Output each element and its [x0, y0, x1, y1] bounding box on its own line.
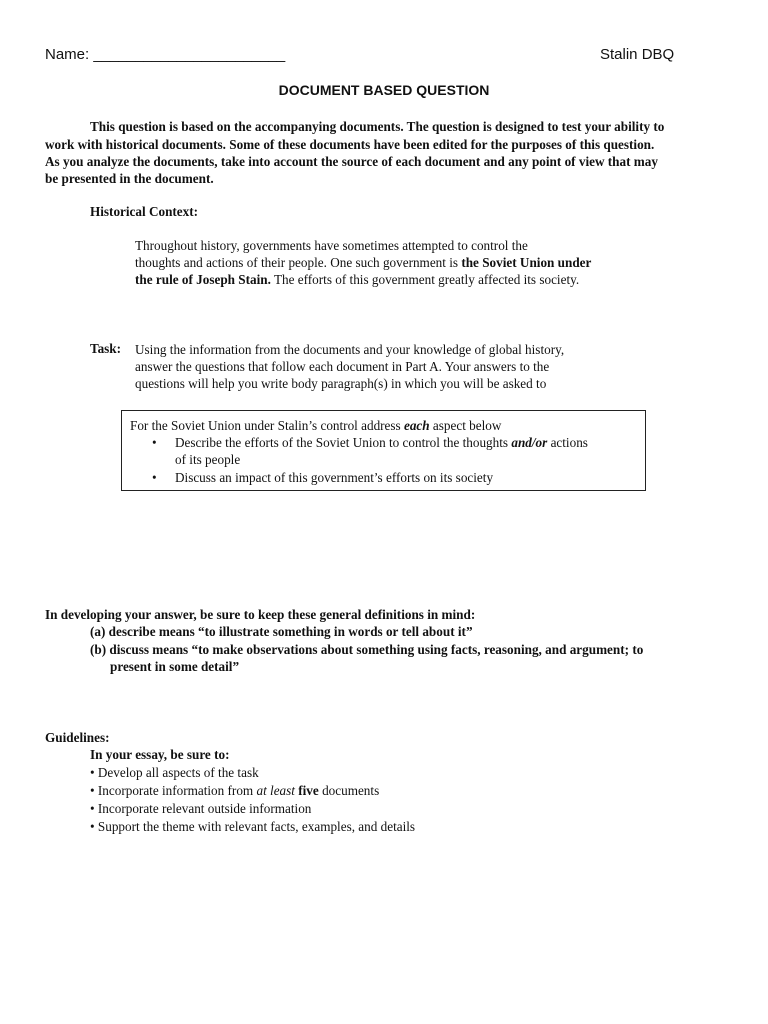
- task-box-bullet-1: Describe the efforts of the Soviet Union to control the thoughts and/or actions: [175, 435, 588, 450]
- intro-line-1: This question is based on the accompanying documents. The question is designed to test your ability to: [90, 119, 665, 134]
- page-title: DOCUMENT BASED QUESTION: [278, 82, 490, 98]
- context-line-3: the rule of Joseph Stain. The efforts of this government greatly affected its society.: [135, 272, 580, 287]
- guidelines-subheading: In your essay, be sure to:: [90, 747, 230, 762]
- name-label: Name:: [45, 46, 90, 63]
- guideline-item-3: • Incorporate relevant outside information: [90, 801, 312, 816]
- intro-line-3: As you analyze the documents, take into account the source of each document and any point of view that may: [45, 154, 658, 169]
- task-box-bullet-1-cont: of its people: [175, 452, 241, 467]
- historical-context-text: [135, 237, 591, 288]
- historical-context-label: Historical Context:: [90, 204, 199, 219]
- guideline-item-1: • Develop all aspects of the task: [90, 765, 259, 780]
- task-label: Task:: [90, 341, 122, 356]
- task-box-bullet-2: Discuss an impact of this government’s efforts on its society: [175, 470, 494, 485]
- bullet-icon: •: [152, 435, 157, 450]
- context-line-1: Throughout history, governments have sometimes attempted to control the: [135, 238, 528, 253]
- intro-line-2: work with historical documents. Some of these documents have been edited for the purposes of this question.: [45, 137, 655, 152]
- document-code: Stalin DBQ: [600, 46, 675, 63]
- guideline-item-2: • Incorporate information from at least five documents: [90, 783, 380, 798]
- task-line-2: answer the questions that follow each document in Part A. Your answers to the: [135, 359, 550, 374]
- task-box: [121, 410, 646, 491]
- context-line-2: thoughts and actions of their people. One such government is the Soviet Union under: [135, 255, 592, 270]
- intro-line-4: be presented in the document.: [45, 171, 214, 186]
- guidelines-label: Guidelines:: [45, 730, 110, 745]
- task-text: [135, 341, 564, 392]
- definition-discuss: (b) discuss means “to make observations about something using facts, reasoning, and argument; to: [90, 642, 644, 657]
- task-line-1: Using the information from the documents and your knowledge of global history,: [135, 342, 565, 357]
- name-field-label: [45, 46, 285, 63]
- definition-describe: (a) describe means “to illustrate something in words or tell about it”: [90, 624, 473, 639]
- task-box-intro: For the Soviet Union under Stalin’s control address each aspect below: [130, 418, 502, 433]
- definitions-intro: In developing your answer, be sure to keep these general definitions in mind:: [45, 607, 476, 622]
- definition-discuss-cont: present in some detail”: [110, 659, 240, 674]
- task-line-3: questions will help you write body paragraph(s) in which you will be asked to: [135, 376, 547, 391]
- bullet-icon: •: [152, 470, 157, 485]
- name-blank: _______________________: [93, 46, 286, 63]
- guideline-item-4: • Support the theme with relevant facts, examples, and details: [90, 819, 416, 834]
